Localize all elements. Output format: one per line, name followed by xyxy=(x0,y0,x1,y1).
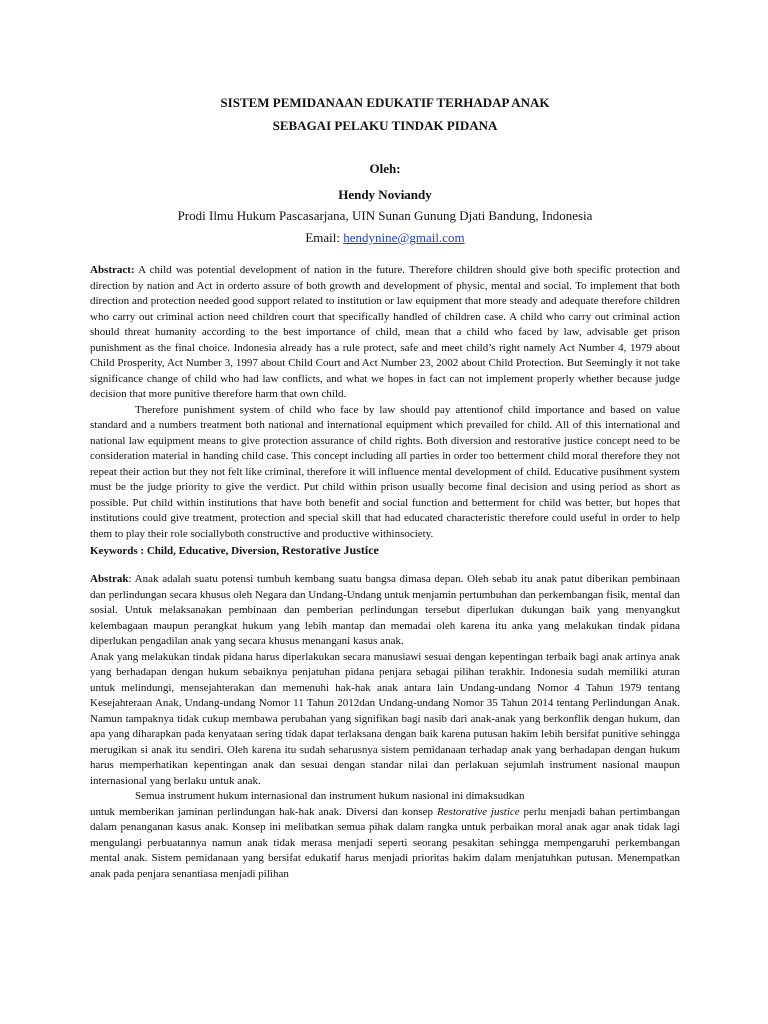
paper-title xyxy=(90,0,680,137)
author-name: Hendy Noviandy xyxy=(338,187,432,202)
title-line-1: SISTEM PEMIDANAAN EDUKATIF TERHADAP ANAK xyxy=(220,95,550,110)
abstract-en-label: Abstract: xyxy=(90,264,135,276)
keywords-label: Keywords : Child, Educative, Diversion, xyxy=(90,545,282,557)
email-label: Email: xyxy=(305,230,344,245)
abstract-en-paragraph-2: Therefore punishment system of child who face by law should pay attentionof child importance and based on value standard and a numbers treatment both national and international equipment which prevailed for child. All of this international and national law equipment means to give protection assurance of child rights. Both diversion and restorative justice concept need to be consideration material in handing child case. This concept including all parties in order too betterment child moral therefore they not repeat their action but they not felt like criminal, therefore it will influence mental development of child. Educative pusihment system must be the judge priority to give the verdict. Put child within prison usually become final decision and using period as short as possible. Put child within institutions that have both benefit and social function and betterment for child was better, but hopes that institutions could give treatment, protection and special skill that had educated characteristic therefore could useful in order to help them to play their role sociallyboth constructive and productive withinsociety. xyxy=(90,403,680,540)
keywords-tail: Restorative Justice xyxy=(281,543,379,557)
author-affiliation: Prodi Ilmu Hukum Pascasarjana, UIN Sunan Gunung Djati Bandung, Indonesia xyxy=(177,208,593,223)
abstract-id-p3-b: perlu menjadi bahan pertimbangan dalam penanganan kasus anak. Konsep ini melibatkan semua pihak dalam rangka untuk perbaikan moral anak agar anak tidak lagi mengulangi perbuatannya namun anak tidak merasa menjadi seperti seorang pesakitan sehingga mempengaruhi perkembangan mental anak. Sistem pemidanaan yang bersifat edukatif harus menjadi prioritas hakim dalam menjatuhkan putusan. Menempatkan anak pada penjara senantiasa menjadi pilihan xyxy=(90,805,681,880)
title-line-2: SEBAGAI PELAKU TINDAK PIDANA xyxy=(272,118,498,133)
email-link[interactable]: hendynine@gmail.com xyxy=(343,230,465,245)
abstract-en-p1-text: A child was potential development of nation in the future. Therefore children should give both specific protection and direction by nation and Act in orderto assure of both growth and development of physic, mental and social. To implement that both direction and protection needed good support related to institution or law equipment that more steady and adequate therefore children who carry out criminal action need children court that specifically handled of children case. A child who carry out criminal action should threat humanity according to the best importance of child, mean that a child who faced by law, advisable get prison punishment as the final choice. Indonesia already has a rule protect, safe and meet child’s right namely Act Number 4, 1979 about Child Prosperity, Act Number 3, 1997 about Child Court and Act Number 23, 2002 about Child Protection. But Seemingly it not take significance change of child who had law conflicts, and what we hopes in fact can not implement properly whether because judge decision that more punitive therefore harm that own child. xyxy=(90,264,680,400)
abstract-id-paragraph-1 xyxy=(90,572,680,650)
author-email-line xyxy=(90,227,680,249)
abstract-en-paragraph-1 xyxy=(90,263,680,403)
abstract-id-paragraph-3-line-1: Semua instrument hukum internasional dan instrument hukum nasional ini dimaksudkan xyxy=(135,790,525,802)
abstract-id-p1-text: : Anak adalah suatu potensi tumbuh kembang suatu bangsa dimasa depan. Oleh sebab itu anak patut diberikan pembinaan dan perlindungan secara khusus oleh Negara dan Undang-Undang untuk menjamin pertumbuhan dan perkembangan fisik, mental dan sosial. Untuk melaksanakan pembinaan dan pemberian perlindungan tersebut diperlukan dukungan baik yang menyangkut kelembagaan maupun perangkat hukum yang lebih mantap dan memadai oleh karena itu anka yang melakukan tindak pidana diperlukan pengadilan anak yang secara khusus menangani kasus anak. xyxy=(90,573,680,647)
abstract-id-paragraph-3 xyxy=(90,805,680,883)
byline-oleh: Oleh: xyxy=(369,161,401,176)
abstract-id-label: Abstrak xyxy=(90,573,129,585)
keywords-line xyxy=(90,543,680,558)
abstract-id-p3-a: untuk memberikan jaminan perlindungan hak-hak anak. Diversi dan konsep xyxy=(90,805,437,818)
abstract-indonesian xyxy=(90,572,680,882)
abstract-id-paragraph-2: Anak yang melakukan tindak pidana harus diperlakukan secara manusiawi sesuai dengan kepentingan terbaik bagi anak artinya anak yang berhadapan dengan hukum sebaiknya penjatuhan pidana penjara sebagai pilihan terakhir. Indonesia sudah memiliki aturan untuk melindungi, mensejahterakan dan memenuhi hak-hak anak antara lain Undang-undang Nomor 4 Tahun 1979 tentang Kesejahteraan Anak, Undang-undang Nomor 11 Tahun 2012dan Undang-undang Nomor 35 Tahun 2014 tentang Perlindungan Anak. Namun tampaknya tidak cukup membawa perubahan yang signifikan bagi nasib dari anak-anak yang berkonflik dengan hukum, dan apa yang diharapkan pada kenyataan sering tidak dapat terlaksana dengan baik karena putusan hakim lebih bersifat punitive sehingga merugikan si anak itu sendiri. Oleh karena itu sudah seharusnya sistem pemidanaan terhadap anak yang berhadapan dengan hukum harus memperhatikan kepentingan anak dan sesuai dengan standar nilai dan perlakuan sejumlah instrument nasional maupun internasional yang berlaku untuk anak. xyxy=(90,650,680,787)
abstract-id-p3-italic: Restorative justice xyxy=(436,805,520,818)
abstract-english xyxy=(90,263,680,542)
